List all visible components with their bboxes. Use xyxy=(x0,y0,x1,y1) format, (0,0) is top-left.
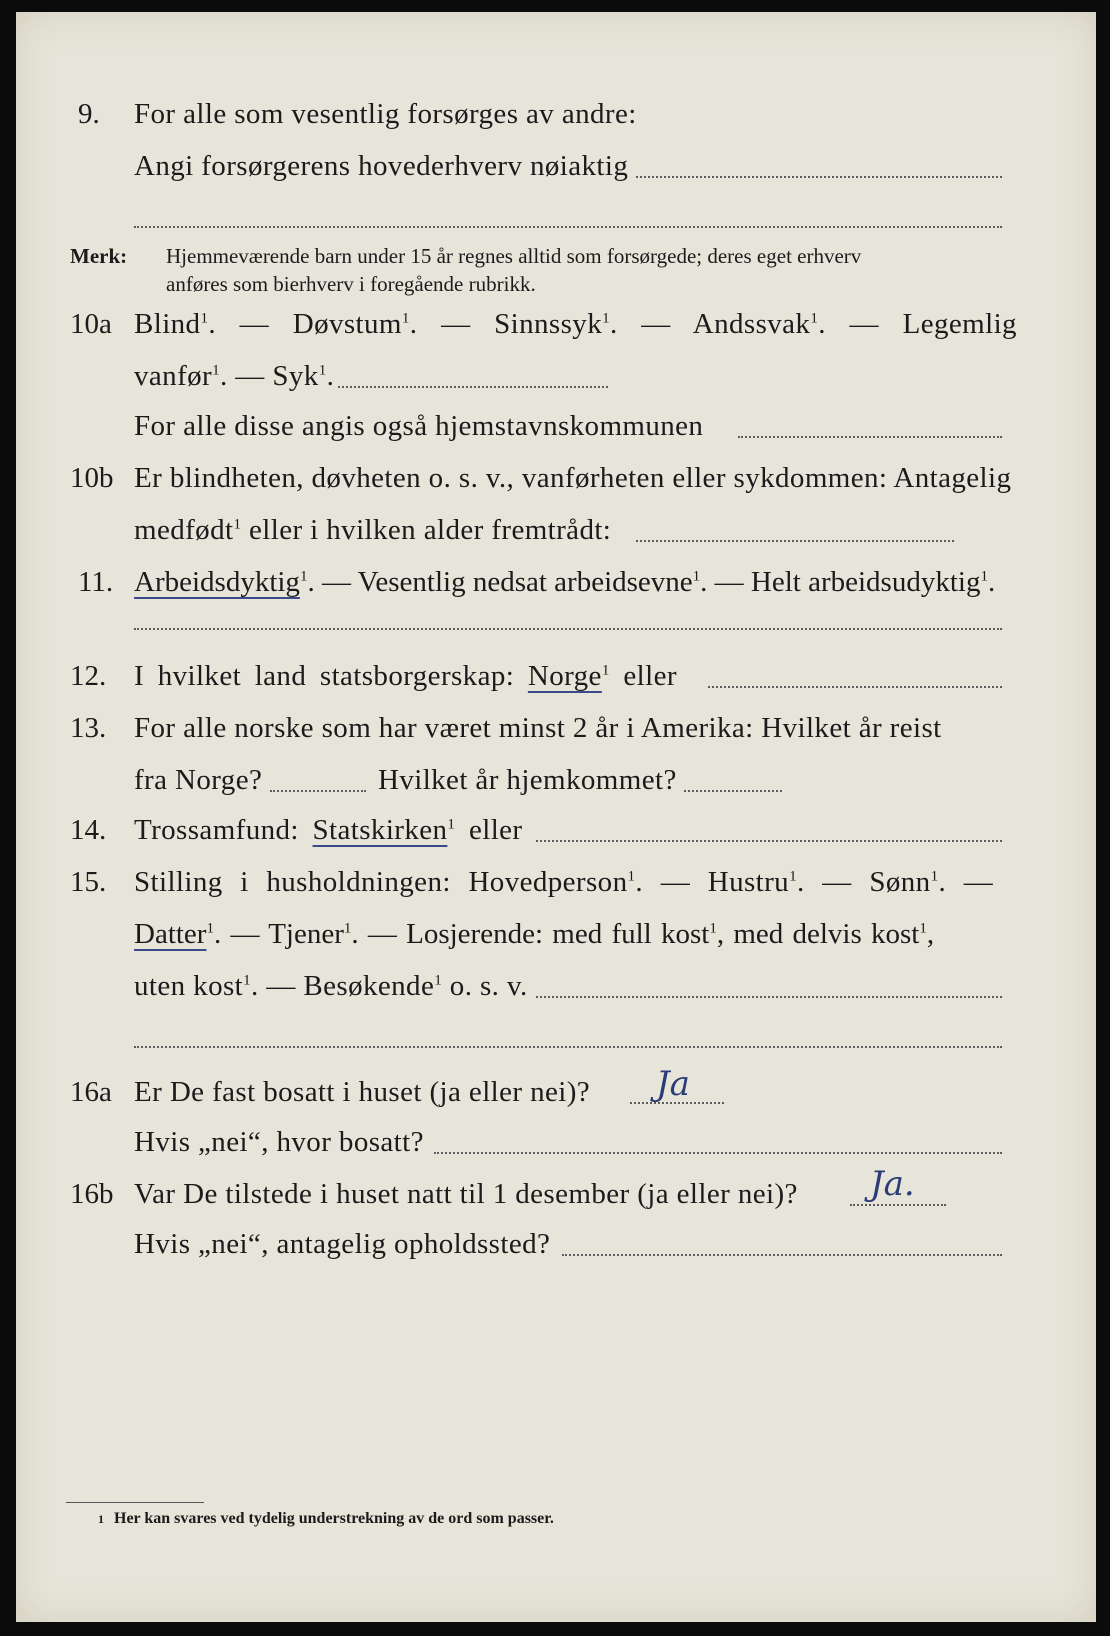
opt-uten-kost[interactable]: uten kost xyxy=(134,970,244,1002)
merk-line1: Hjemmeværende barn under 15 år regnes alltid som forsørgede; deres eget erhverv xyxy=(166,244,862,268)
q15-line1 xyxy=(134,866,993,899)
opt-sinnssyk[interactable]: . — Sinnssyk xyxy=(409,308,603,340)
opt-medfodt[interactable]: medfødt xyxy=(134,514,234,546)
q10a-hjemstavn-answer-line[interactable] xyxy=(738,436,1002,438)
sup-mark: 1 xyxy=(200,310,209,327)
opt-nedsat-arbeidsevne[interactable]: . — Vesentlig nedsat arbeidsevne xyxy=(307,566,693,598)
opt-arbeidsdyktig[interactable]: Arbeidsdyktig xyxy=(134,566,300,598)
opt-andssvak[interactable]: . — Andssvak xyxy=(610,308,811,340)
q10a-line1 xyxy=(134,308,1017,341)
q10a-number: 10a xyxy=(70,308,112,340)
q13-line2a: fra Norge? xyxy=(134,764,263,796)
q14-line xyxy=(134,814,523,847)
sup-mark: 1 xyxy=(447,816,456,833)
q12-question: I hvilket land statsborgerskap: xyxy=(134,660,515,692)
opt-besokende[interactable]: . — Besøkende xyxy=(251,970,435,1002)
q16b-handwritten-answer[interactable]: Ja. xyxy=(870,1164,915,1204)
sup-mark: 1 xyxy=(243,972,252,989)
sup-mark: 1 xyxy=(930,868,939,885)
q14-answer-line[interactable] xyxy=(536,840,1002,842)
q13-line1: For alle norske som har været minst 2 år i Amerika: Hvilket år reist xyxy=(134,712,942,744)
sup-mark: 1 xyxy=(602,310,610,327)
opt-arbeidsudyktig[interactable]: . — Helt arbeidsudyktig xyxy=(700,566,981,598)
census-form-page xyxy=(16,12,1096,1622)
q9-line1: For alle som vesentlig forsørges av andre: xyxy=(134,98,637,130)
q10b-line1: Er blindheten, døvheten o. s. v., vanførheten eller sykdommen: Antagelig xyxy=(134,462,1012,494)
q11-line xyxy=(134,566,995,599)
q13-reist-answer-line[interactable] xyxy=(270,790,366,792)
q10a-line3: For alle disse angis også hjemstavnskommunen xyxy=(134,410,704,442)
q10a-line2 xyxy=(134,360,334,393)
sup-mark: 1 xyxy=(789,868,797,885)
sup-mark: 1 xyxy=(318,362,327,379)
q10b-answer-line[interactable] xyxy=(636,540,954,542)
q10b-number: 10b xyxy=(70,462,114,494)
q15-line3 xyxy=(134,970,528,1003)
opt-full-kost[interactable]: . — Losjerende: med full kost xyxy=(351,918,710,950)
footnote-rule xyxy=(66,1502,204,1503)
opt-syk[interactable]: . — Syk xyxy=(220,360,319,392)
sup-mark: 1 xyxy=(980,568,988,585)
opt-legemlig[interactable]: . — Legemlig xyxy=(818,308,1017,340)
opt-norge[interactable]: Norge xyxy=(527,660,602,692)
q12-eller: eller xyxy=(609,660,677,692)
sup-mark: 1 xyxy=(810,310,819,327)
sup-mark: 1 xyxy=(627,868,636,885)
opt-sonn[interactable]: . — Sønn xyxy=(797,866,931,898)
merk-label: Merk: xyxy=(70,244,128,268)
q16a-handwritten-answer[interactable]: Ja xyxy=(656,1064,690,1104)
q16a-bosatt-answer-line[interactable] xyxy=(434,1152,1002,1154)
opt-blind[interactable]: Blind xyxy=(134,308,201,340)
q16b-opholdssted-answer-line[interactable] xyxy=(562,1254,1002,1256)
q16b-answer-line[interactable] xyxy=(850,1204,946,1206)
q13-line2b: Hvilket år hjemkommet? xyxy=(378,764,677,796)
sup-mark: 1 xyxy=(206,920,214,937)
q10a-syk-answer-line[interactable] xyxy=(338,386,608,388)
comma: , xyxy=(926,918,935,950)
period: . xyxy=(987,566,996,598)
sup-mark: 1 xyxy=(601,662,610,679)
opt-tjener[interactable]: . — Tjener xyxy=(213,918,344,950)
footnote-mark: 1 xyxy=(98,1512,104,1526)
q14-number: 14. xyxy=(70,814,107,846)
sup-mark: 1 xyxy=(709,920,717,937)
opt-dovstum[interactable]: . — Døvstum xyxy=(208,308,402,340)
dash: . — xyxy=(938,866,994,898)
q10b-alder-text: eller i hvilken alder fremtrådt: xyxy=(241,514,612,546)
q14-eller: eller xyxy=(455,814,523,846)
sup-mark: 1 xyxy=(299,568,308,585)
q11-number: 11. xyxy=(78,566,114,598)
period: . xyxy=(326,360,335,392)
q15-answer-line[interactable] xyxy=(536,996,1002,998)
q16a-line2: Hvis „nei“, hvor bosatt? xyxy=(134,1126,424,1158)
q16b-number: 16b xyxy=(70,1178,114,1210)
sup-mark: 1 xyxy=(919,920,927,937)
merk-line2: anføres som bierhverv i foregående rubrikk. xyxy=(166,272,536,296)
q15-number: 15. xyxy=(70,866,107,898)
q13-number: 13. xyxy=(70,712,107,744)
q12-line xyxy=(134,660,677,693)
q16a-line1: Er De fast bosatt i huset (ja eller nei)? xyxy=(134,1076,591,1108)
opt-vanfor[interactable]: vanfør xyxy=(134,360,213,392)
q9-answer-line-2[interactable] xyxy=(134,226,1002,228)
sup-mark: 1 xyxy=(212,362,220,379)
sup-mark: 1 xyxy=(692,568,701,585)
q9-answer-line[interactable] xyxy=(636,176,1002,178)
opt-statskirken[interactable]: Statskirken xyxy=(312,814,448,846)
q11-answer-line[interactable] xyxy=(134,628,1002,630)
q9-number: 9. xyxy=(78,98,100,130)
q12-number: 12. xyxy=(70,660,107,692)
opt-delvis-kost[interactable]: , med delvis kost xyxy=(716,918,920,950)
q16b-line2: Hvis „nei“, antagelig opholdssted? xyxy=(134,1228,551,1260)
opt-hovedperson[interactable]: Stilling i husholdningen: Hovedperson xyxy=(134,866,628,898)
q9-line2: Angi forsørgerens hovederhverv nøiaktig xyxy=(134,150,629,182)
q15-line2 xyxy=(134,918,934,951)
q12-answer-line[interactable] xyxy=(708,686,1002,688)
q16a-number: 16a xyxy=(70,1076,112,1108)
q15-osv: o. s. v. xyxy=(442,970,528,1002)
opt-datter[interactable]: Datter xyxy=(134,918,207,950)
sup-mark: 1 xyxy=(233,516,242,533)
q15-answer-line-2[interactable] xyxy=(134,1046,1002,1048)
footnote-text: Her kan svares ved tydelig understrekning av de ord som passer. xyxy=(114,1510,554,1527)
sup-mark: 1 xyxy=(434,972,443,989)
sup-mark: 1 xyxy=(343,920,352,937)
q13-hjemkommet-answer-line[interactable] xyxy=(684,790,782,792)
opt-hustru[interactable]: . — Hustru xyxy=(635,866,790,898)
q14-question: Trossamfund: xyxy=(134,814,299,846)
sup-mark: 1 xyxy=(401,310,410,327)
q16b-line1: Var De tilstede i huset natt til 1 desember (ja eller nei)? xyxy=(134,1178,798,1210)
q10b-line2 xyxy=(134,514,611,547)
